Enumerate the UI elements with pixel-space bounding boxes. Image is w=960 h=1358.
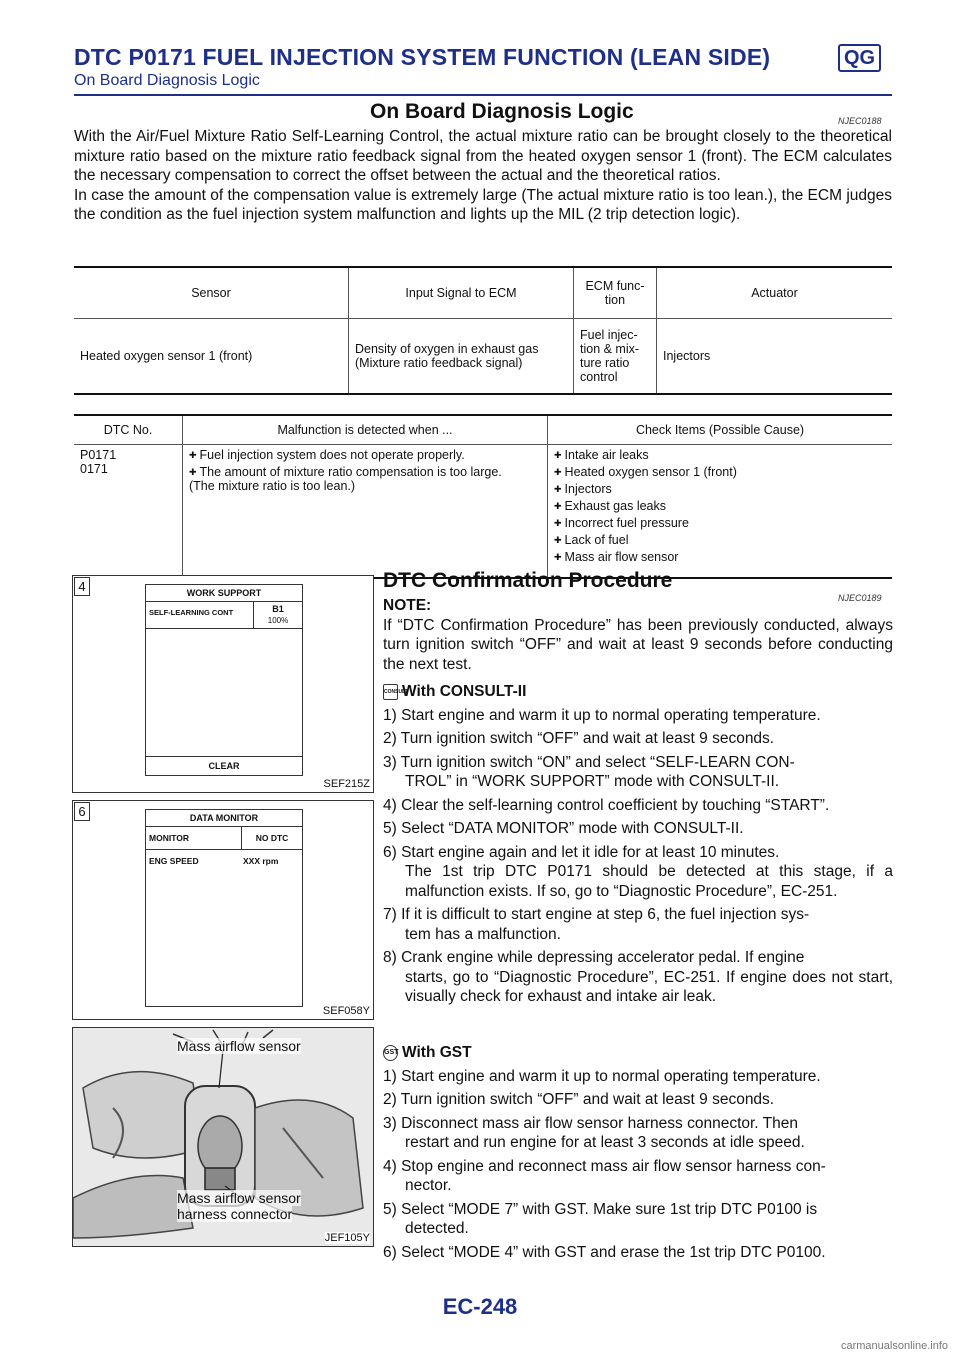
step-text: 1) Start engine and warm it up to normal operating temperature. bbox=[383, 1067, 821, 1085]
gst-tool-icon: GST bbox=[383, 1045, 398, 1061]
consult-screen bbox=[145, 584, 303, 776]
procedure-step bbox=[383, 1090, 893, 1110]
callout-label: Mass airflow sensor bbox=[177, 1038, 301, 1054]
step-text: 4) Stop engine and reconnect mass air flow sensor harness con- bbox=[383, 1157, 826, 1175]
step-text: 5) Select “DATA MONITOR” mode with CONSULT-II. bbox=[383, 820, 744, 837]
step-text-continued: The 1st trip DTC P0171 should be detected at this stage, if a malfunction exists. If so, go to “Diagnostic Procedure”, EC-251. bbox=[405, 863, 893, 900]
table-header: Actuator bbox=[657, 267, 893, 319]
step-text-continued: restart and run engine for at least 3 seconds at idle speed. bbox=[405, 1134, 805, 1151]
paragraph: With the Air/Fuel Mixture Ratio Self-Learning Control, the actual mixture ratio can be brought closely to the theoretical mixture ratio based on the mixture ratio feedback signal from the heated oxygen sensor 1 (front). The ECM calculates the necessary compensation to correct the offset between the actual and the theoretical ratios. bbox=[74, 128, 892, 184]
procedure-step bbox=[383, 1200, 893, 1239]
screen-title: WORK SUPPORT bbox=[146, 585, 302, 602]
step-number: 4 bbox=[74, 577, 90, 596]
table-header: Input Signal to ECM bbox=[349, 267, 574, 319]
list-item: ✚ The amount of mixture ratio compensation is too large. (The mixture ratio is too lean.) bbox=[189, 465, 541, 493]
gst-heading bbox=[383, 1043, 893, 1063]
section-body bbox=[74, 127, 892, 225]
gst-heading-text: With GST bbox=[402, 1044, 472, 1061]
step-text: 2) Turn ignition switch “OFF” and wait at least 9 seconds. bbox=[383, 730, 775, 747]
monitor-item: ENG SPEED bbox=[149, 856, 199, 866]
gst-procedure-column bbox=[383, 1043, 893, 1262]
table-row bbox=[74, 445, 892, 579]
procedure-step bbox=[383, 819, 893, 839]
row-value: B1 bbox=[272, 604, 284, 614]
step-text-continued: starts, go to “Diagnostic Procedure”, EC-251. If engine does not start, visually check for exhaust and intake air leak. bbox=[405, 968, 893, 1005]
step-text: 8) Crank engine while depressing accelerator pedal. If engine bbox=[383, 949, 805, 966]
step-text: 4) Clear the self-learning control coefficient by touching “START”. bbox=[383, 796, 830, 814]
engine-badge: QG bbox=[838, 44, 881, 72]
procedure-step bbox=[383, 796, 893, 816]
list-item: ✚ Fuel injection system does not operate properly. bbox=[189, 448, 541, 462]
callout-label: harness connector bbox=[177, 1206, 293, 1222]
procedure-step bbox=[383, 905, 893, 944]
dtc-table bbox=[74, 414, 892, 579]
malfunction-cell bbox=[183, 445, 548, 579]
sensor-table bbox=[74, 266, 892, 395]
step-text: 6) Select “MODE 4” with GST and erase the 1st trip DTC P0100. bbox=[383, 1243, 826, 1261]
paragraph: In case the amount of the compensation value is extremely large (The actual mixture ratio is too lean.), the ECM judges the condition as the fuel injection system malfunction and lights up the MIL (2 trip detection logic). bbox=[74, 186, 892, 223]
note-text: If “DTC Confirmation Procedure” has been previously conducted, always turn ignition switch “OFF” and wait at least 9 seconds before conducting the next test. bbox=[383, 616, 893, 673]
consult-heading bbox=[383, 682, 893, 702]
clear-button[interactable]: CLEAR bbox=[146, 756, 302, 775]
step-text-continued: nector. bbox=[405, 1177, 452, 1194]
list-item: ✚ Heated oxygen sensor 1 (front) bbox=[554, 465, 886, 479]
step-text: 2) Turn ignition switch “OFF” and wait at least 9 seconds. bbox=[383, 1091, 775, 1108]
list-item: ✚ Incorrect fuel pressure bbox=[554, 516, 886, 530]
figure-caption: SEF058Y bbox=[322, 1005, 370, 1017]
table-header: Check Items (Possible Cause) bbox=[548, 415, 893, 445]
row-label: SELF-LEARNING CONT bbox=[146, 602, 254, 628]
procedure-step bbox=[383, 1114, 893, 1153]
section-title-diagnosis-logic: On Board Diagnosis Logic bbox=[370, 100, 634, 123]
list-item: ✚ Exhaust gas leaks bbox=[554, 499, 886, 513]
screen-row bbox=[146, 602, 302, 629]
procedure-step bbox=[383, 1243, 893, 1263]
figure-caption: SEF215Z bbox=[323, 778, 370, 790]
list-item: ✚ Mass air flow sensor bbox=[554, 550, 886, 564]
figure-caption: JEF105Y bbox=[324, 1232, 370, 1244]
consult-heading-text: With CONSULT-II bbox=[402, 683, 527, 700]
consult-screen bbox=[145, 809, 303, 1007]
table-header: DTC No. bbox=[74, 415, 183, 445]
note-label: NOTE: bbox=[383, 597, 432, 614]
step-text: 1) Start engine and warm it up to normal operating temperature. bbox=[383, 706, 821, 724]
step-text: 3) Turn ignition switch “ON” and select “SELF-LEARN CON- bbox=[383, 753, 795, 771]
step-text: 3) Disconnect mass air flow sensor harness connector. Then bbox=[383, 1114, 798, 1132]
input-cell: Density of oxygen in exhaust gas (Mixture ratio feedback signal) bbox=[349, 319, 574, 395]
dtc-cell: P0171 0171 bbox=[80, 448, 117, 476]
procedure-step bbox=[383, 753, 893, 792]
column-label: MONITOR bbox=[146, 827, 242, 849]
step-number: 6 bbox=[74, 802, 90, 821]
screen-row bbox=[146, 850, 302, 866]
section-code: NJEC0188 bbox=[838, 116, 882, 126]
page-number: EC-248 bbox=[442, 1294, 518, 1319]
procedure-step bbox=[383, 1157, 893, 1196]
sensor-cell: Heated oxygen sensor 1 (front) bbox=[80, 349, 253, 363]
figure-sensor-photo bbox=[72, 1027, 374, 1247]
procedure-column bbox=[383, 596, 893, 1007]
row-percent: 100% bbox=[267, 616, 289, 625]
step-text-continued: detected. bbox=[405, 1220, 469, 1237]
page-header-subtitle: On Board Diagnosis Logic bbox=[74, 72, 260, 89]
screen-title: DATA MONITOR bbox=[146, 810, 302, 827]
function-cell: Fuel injec- tion & mix- ture ratio control bbox=[574, 319, 657, 395]
step-text-continued: TROL” in “WORK SUPPORT” mode with CONSULT-II. bbox=[405, 773, 780, 790]
callout-label: Mass airflow sensor bbox=[177, 1190, 301, 1206]
section-code: NJEC0189 bbox=[838, 593, 882, 603]
procedure-step bbox=[383, 843, 893, 902]
step-text: 5) Select “MODE 7” with GST. Make sure 1st trip DTC P0100 is bbox=[383, 1200, 818, 1218]
figure-work-support bbox=[72, 575, 374, 793]
column-status: NO DTC bbox=[255, 833, 289, 843]
section-title-dtc-confirmation: DTC Confirmation Procedure bbox=[383, 569, 673, 592]
step-text: 6) Start engine again and let it idle for at least 10 minutes. bbox=[383, 843, 780, 861]
procedure-step bbox=[383, 948, 893, 1007]
screen-row bbox=[146, 827, 302, 850]
step-text-continued: tem has a malfunction. bbox=[405, 925, 561, 943]
table-header: Malfunction is detected when ... bbox=[183, 415, 548, 445]
header-divider bbox=[74, 94, 892, 96]
table-row bbox=[74, 319, 892, 395]
list-item: ✚ Intake air leaks bbox=[554, 448, 886, 462]
table-header: Sensor bbox=[74, 267, 349, 319]
list-item: ✚ Injectors bbox=[554, 482, 886, 496]
watermark: carmanualsonline.info bbox=[840, 1340, 948, 1352]
monitor-value: XXX rpm bbox=[243, 856, 279, 866]
consult-tool-icon: CONSULT bbox=[383, 684, 398, 700]
procedure-step bbox=[383, 729, 893, 749]
table-header: ECM func- tion bbox=[574, 267, 657, 319]
procedure-step bbox=[383, 1067, 893, 1087]
page-header-title: DTC P0171 FUEL INJECTION SYSTEM FUNCTION (LEAN SIDE) bbox=[74, 44, 771, 70]
actuator-cell: Injectors bbox=[657, 319, 893, 395]
procedure-step bbox=[383, 706, 893, 726]
step-text: 7) If it is difficult to start engine at step 6, the fuel injection sys- bbox=[383, 906, 810, 923]
causes-cell bbox=[548, 445, 893, 579]
figure-data-monitor bbox=[72, 800, 374, 1020]
list-item: ✚ Lack of fuel bbox=[554, 533, 886, 547]
